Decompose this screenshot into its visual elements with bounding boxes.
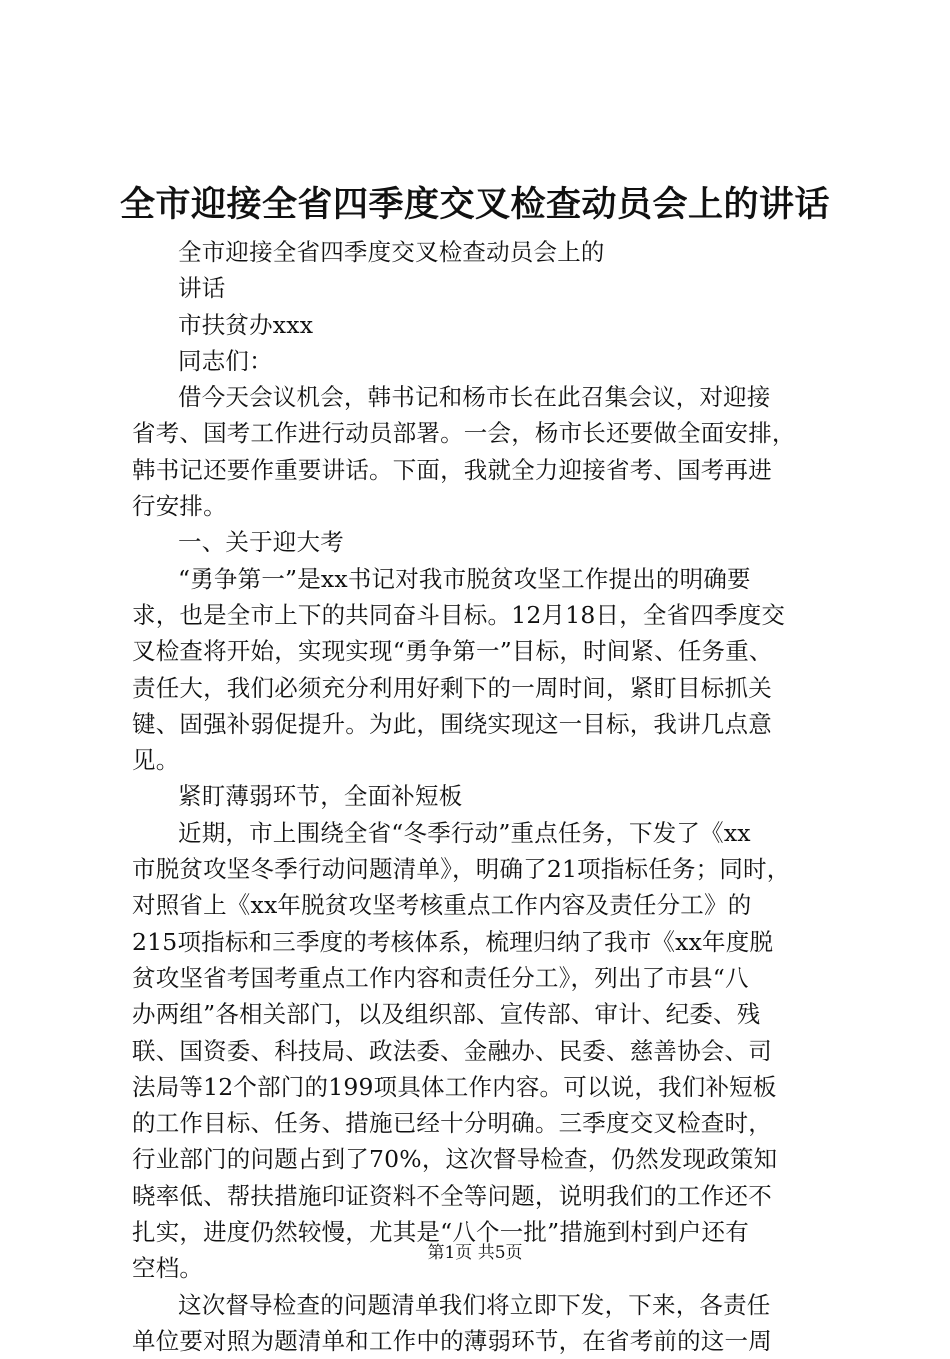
body-line: 扎实，进度仍然较慢，尤其是“八个一批”措施到村到户还有 <box>132 1218 749 1247</box>
body-line: 市扶贫办xxx <box>178 310 314 339</box>
body-line: 一、关于迎大考 <box>178 528 344 557</box>
body-line: 晓率低、帮扶措施印证资料不全等问题，说明我们的工作还不 <box>132 1181 772 1210</box>
body-line: 行安排。 <box>132 492 227 521</box>
body-line: 这次督导检查的问题清单我们将立即下发，下来，各责任 <box>178 1290 771 1319</box>
body-line: 全市迎接全省四季度交叉检查动员会上的 <box>178 238 605 266</box>
body-line: 求，也是全市上下的共同奋斗目标。12月18日，全省四季度交 <box>132 600 786 629</box>
body-line: 市脱贫攻坚冬季行动问题清单》，明确了21项指标任务；同时， <box>132 855 791 884</box>
body-line: 见。 <box>132 746 180 775</box>
body-line: 单位要对照为题清单和工作中的薄弱环节，在省考前的这一周 <box>132 1326 772 1355</box>
body-line: 空档。 <box>132 1254 204 1283</box>
document-body <box>132 234 832 1359</box>
body-line: 紧盯薄弱环节，全面补短板 <box>178 782 463 811</box>
body-line: 行业部门的问题占到了70%，这次督导检查，仍然发现政策知 <box>132 1145 778 1174</box>
body-line: 韩书记还要作重要讲话。下面，我就全力迎接省考、国考再进 <box>132 455 772 484</box>
document-title: 全市迎接全省四季度交叉检查动员会上的讲话 <box>119 184 830 225</box>
page-footer: 第1页 共5页 <box>427 1243 523 1263</box>
body-line: 省考、国考工作进行动员部署。一会，杨市长还要做全面安排， <box>132 419 796 448</box>
body-line: 叉检查将开始，实现实现“勇争第一”目标，时间紧、任务重、 <box>132 637 773 666</box>
body-line: “勇争第一”是xx书记对我市脱贫攻坚工作提出的明确要 <box>178 564 751 593</box>
body-line: 讲话 <box>178 274 226 303</box>
body-line: 近期，市上围绕全省“冬季行动”重点任务，下发了《xx <box>178 818 751 847</box>
body-line: 对照省上《xx年脱贫攻坚考核重点工作内容及责任分工》的 <box>132 891 752 920</box>
body-line: 办两组”各相关部门，以及组织部、宣传部、审计、纪委、残 <box>132 1000 761 1029</box>
body-line: 键、固强补弱促提升。为此，围绕实现这一目标，我讲几点意 <box>132 709 772 738</box>
body-line: 借今天会议机会，韩书记和杨市长在此召集会议，对迎接 <box>178 383 771 412</box>
body-line: 的工作目标、任务、措施已经十分明确。三季度交叉检查时， <box>132 1109 772 1138</box>
body-line: 同志们： <box>178 346 273 375</box>
body-line: 责任大，我们必须充分利用好剩下的一周时间，紧盯目标抓关 <box>132 673 772 702</box>
body-line: 215项指标和三季度的考核体系，梳理归纳了我市《xx年度脱 <box>132 927 774 956</box>
body-line: 联、国资委、科技局、政法委、金融办、民委、慈善协会、司 <box>132 1036 772 1065</box>
body-line: 法局等12个部门的199项具体工作内容。可以说，我们补短板 <box>132 1072 777 1101</box>
body-line: 贫攻坚省考国考重点工作内容和责任分工》，列出了市县“八 <box>132 963 749 992</box>
